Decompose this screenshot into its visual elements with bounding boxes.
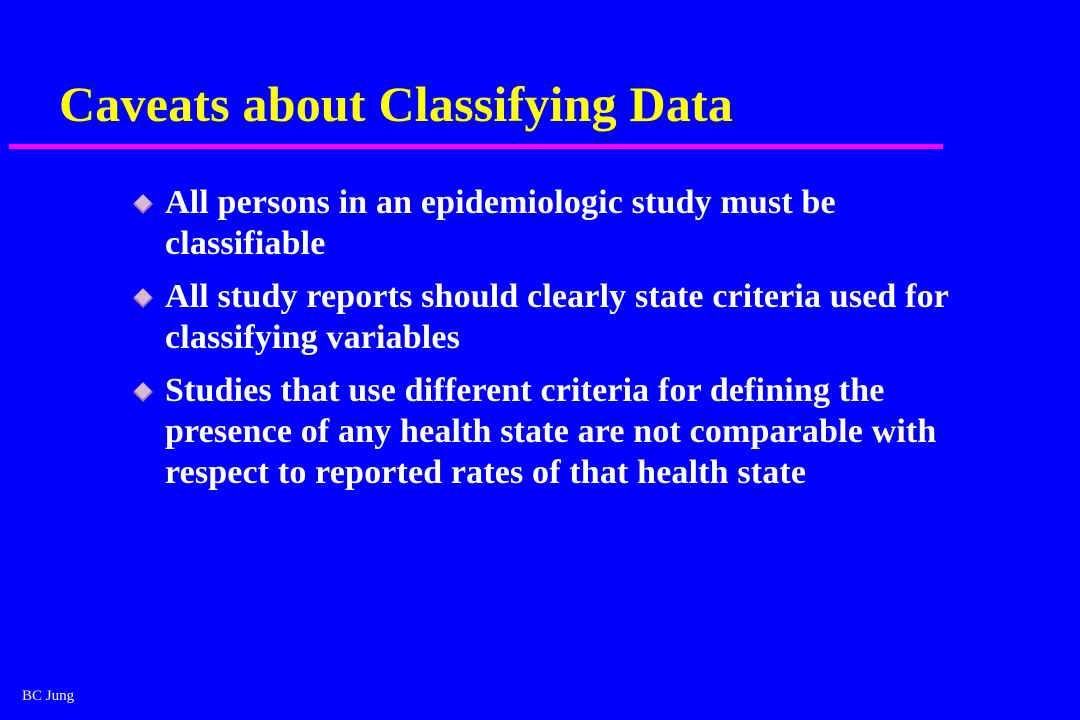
title-underline-rule <box>9 144 943 149</box>
bullet-item <box>122 276 982 358</box>
bullet-item <box>122 182 982 264</box>
diamond-bullet-icon <box>133 288 153 308</box>
diamond-bullet-icon <box>133 194 153 214</box>
diamond-bullet-icon <box>133 382 153 402</box>
bullet-text: Studies that use different criteria for defining the presence of any health state are not comparable with respect to reported rates of that health state <box>165 372 937 491</box>
bullet-list <box>122 182 982 505</box>
footer-author: BC Jung <box>22 688 75 704</box>
bullet-text: All study reports should clearly state criteria used for classifying variables <box>165 278 949 356</box>
slide-title: Caveats about Classifying Data <box>59 76 734 132</box>
bullet-text: All persons in an epidemiologic study must be classifiable <box>165 184 836 262</box>
bullet-item <box>122 370 982 493</box>
